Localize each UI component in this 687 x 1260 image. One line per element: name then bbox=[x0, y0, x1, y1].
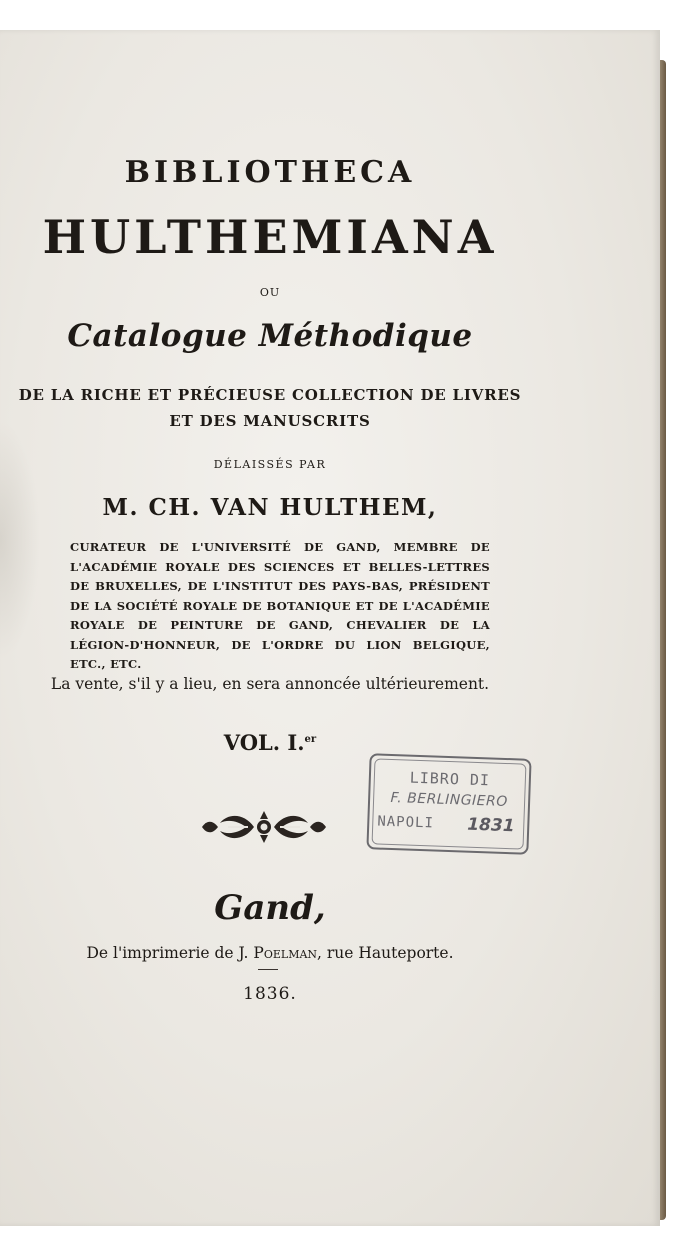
printer-suffix: , rue Hauteporte. bbox=[317, 944, 454, 962]
title-line-1: BIBLIOTHECA bbox=[124, 155, 416, 190]
subtitle-line-2: ET DES MANUSCRITS bbox=[169, 412, 371, 430]
imprint-printer bbox=[0, 944, 540, 962]
sale-note: La vente, s'il y a lieu, en sera annoncée ultérieurement. bbox=[50, 675, 490, 693]
imprint-year: 1836. bbox=[243, 984, 297, 1004]
author-description: CURATEUR DE L'UNIVERSITÉ DE GAND, MEMBRE DE L'ACADÉMIE ROYALE DES SCIENCES ET BELLES-LETTRES DE BRUXELLES, DE L'INSTITUT DES PAYS-BAS, PRÉSIDENT DE LA SOCIÉTÉ ROYALE DE BOTANIQUE ET DE L'ACADÉMIE ROYALE DE PEINTURE DE GAND, CHEVALIER DE LA LÉGION-D'HONNEUR, DE L'ORDRE DU LION BELGIQUE, ETC., ETC. bbox=[70, 540, 490, 671]
stamp-line-2: F. BERLINGIERO bbox=[390, 789, 509, 811]
volume-superscript: er bbox=[304, 734, 317, 745]
paper-stain bbox=[0, 420, 40, 660]
imprint-place: Gand, bbox=[214, 888, 326, 928]
subtitle-blackletter: Catalogue Méthodique bbox=[67, 318, 473, 354]
stamp-line-3: NAPOLI bbox=[377, 813, 435, 832]
printer-prefix: De l'imprimerie de J. bbox=[86, 944, 254, 962]
stamp-number: 1831 bbox=[466, 814, 515, 837]
title-line-2: HULTHEMIANA bbox=[42, 210, 498, 264]
author-name: M. CH. VAN HULTHEM, bbox=[102, 494, 438, 521]
left-by-line: DÉLAISSÉS PAR bbox=[213, 458, 327, 471]
volume-text: VOL. I. bbox=[223, 730, 305, 755]
subtitle-line-1: DE LA RICHE ET PRÉCIEUSE COLLECTION DE LIVRES bbox=[18, 386, 522, 404]
imprint-rule bbox=[258, 969, 278, 970]
title-conjunction: OU bbox=[259, 286, 281, 299]
library-stamp bbox=[366, 753, 531, 855]
printer-ornament-icon bbox=[198, 805, 330, 849]
volume-label bbox=[0, 730, 540, 755]
stamp-line-1: LIBRO DI bbox=[409, 768, 491, 790]
printer-name: Poelman bbox=[253, 944, 318, 962]
